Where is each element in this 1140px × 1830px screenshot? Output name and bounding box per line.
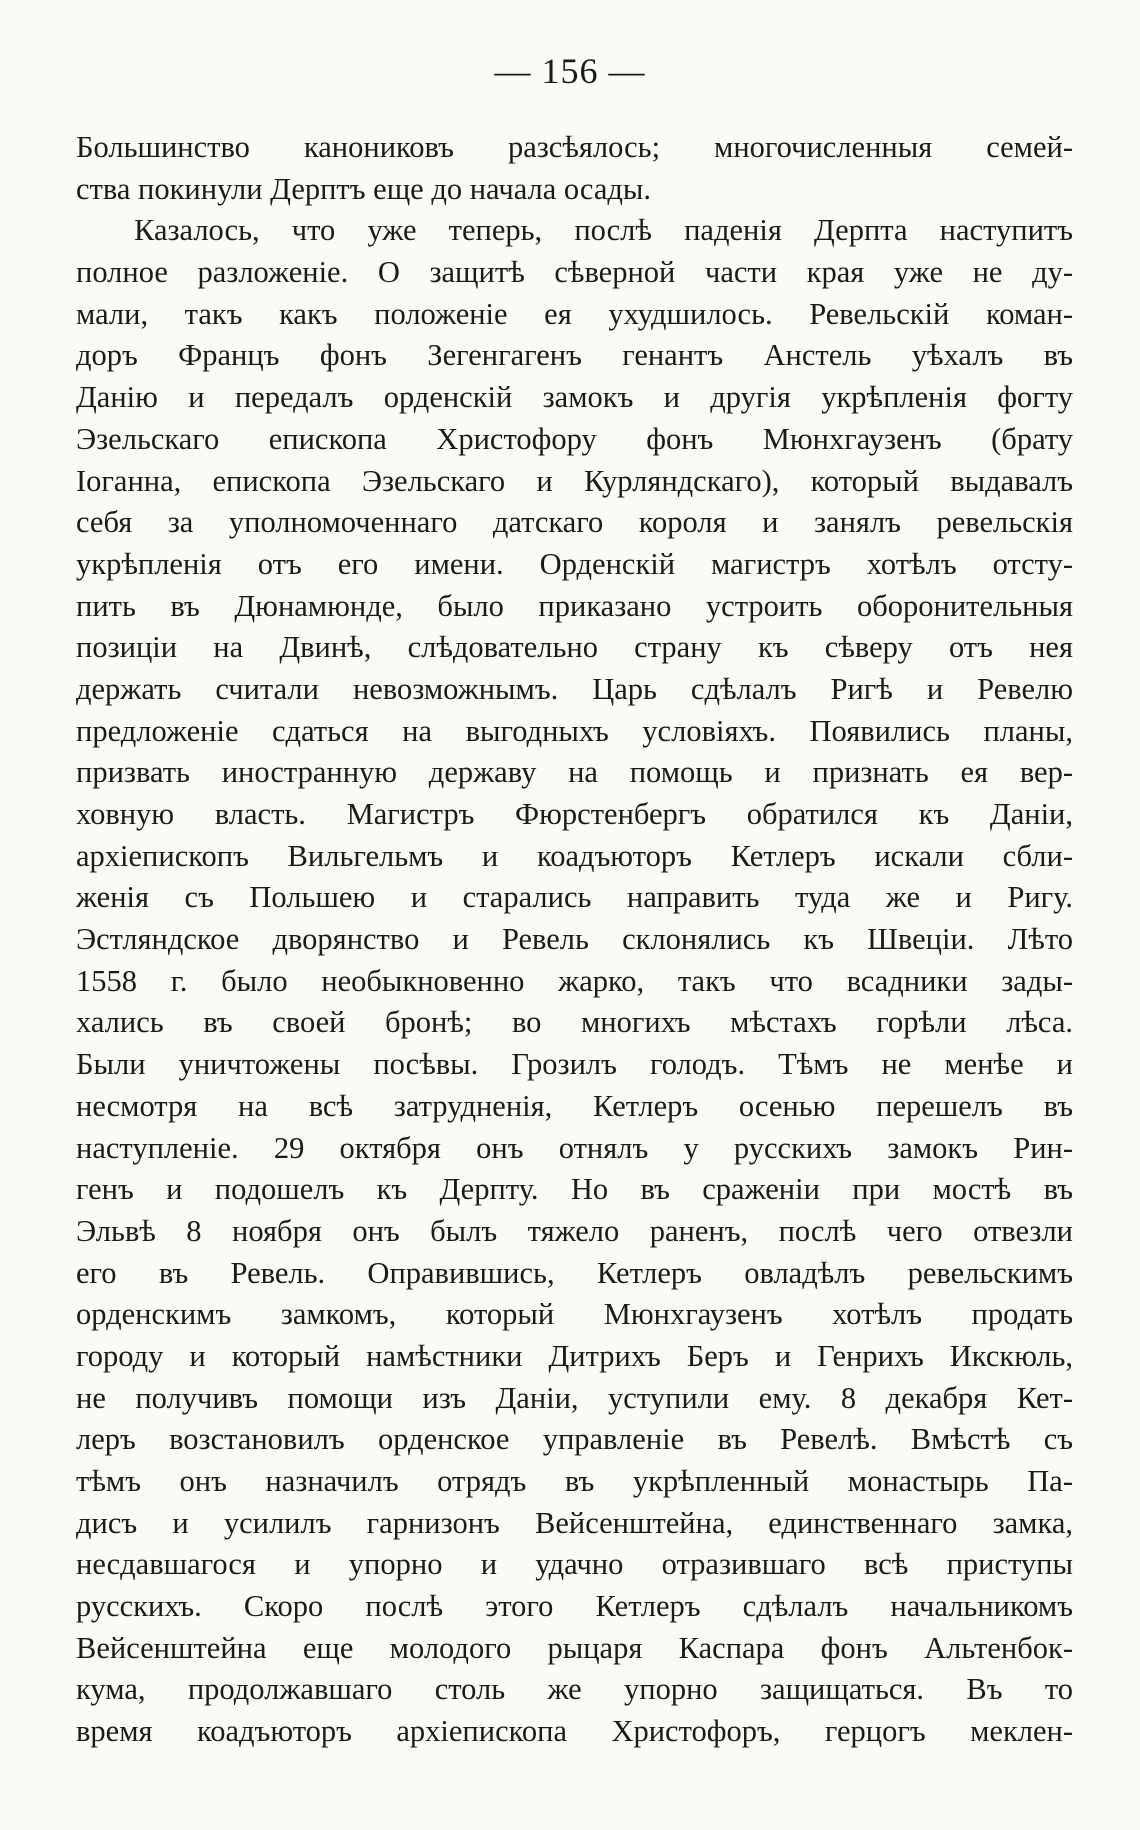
text-line: дисъ и усилилъ гарнизонъ Вейсенштейна, единственнаго замка,	[76, 1505, 1073, 1540]
text-line: себя за уполномоченнаго датскаго короля и занялъ ревельскія	[76, 505, 1073, 540]
text-line: Казалось, что уже теперь, послѣ паденія Дерпта наступитъ	[134, 213, 1073, 248]
text-line: несмотря на всѣ затрудненія, Кетлеръ осенью перешелъ въ	[76, 1088, 1073, 1123]
page-number: — 156 —	[494, 51, 646, 91]
text-line: городу и который намѣстники Дитрихъ Беръ и Генрихъ Икскюль,	[76, 1338, 1073, 1373]
text-line: наступленіе. 29 октября онъ отнялъ у русскихъ замокъ Рин-	[76, 1130, 1073, 1165]
text-line: несдавшагося и упорно и удачно отразившаго всѣ приступы	[76, 1547, 1073, 1582]
text-line: Эльвѣ 8 ноября онъ былъ тяжело раненъ, послѣ чего отвезли	[76, 1213, 1073, 1248]
text-line: Большинство канониковъ разсѣялось; многочисленныя семей-	[76, 130, 1073, 164]
text-line: ховную власть. Магистръ Фюрстенбергъ обратился къ Даніи,	[76, 797, 1073, 831]
text-line: позиціи на Двинѣ, слѣдовательно страну къ сѣверу отъ нея	[76, 630, 1073, 665]
text-line: его въ Ревель. Оправившись, Кетлеръ овладѣлъ ревельскимъ	[76, 1255, 1073, 1290]
text-line: русскихъ. Скоро послѣ этого Кетлеръ сдѣлалъ начальникомъ	[76, 1589, 1073, 1624]
text-line: орденскимъ замкомъ, который Мюнхгаузенъ хотѣлъ продать	[76, 1297, 1073, 1332]
text-line: тѣмъ онъ назначилъ отрядъ въ укрѣпленный монастырь Па-	[76, 1464, 1073, 1498]
text-line: Эзельскаго епископа Христофору фонъ Мюнхгаузенъ (брату	[76, 421, 1073, 456]
text-line: доръ Францъ фонъ Зегенгагенъ генантъ Анстель уѣхалъ въ	[76, 338, 1073, 373]
body-text	[76, 127, 1073, 1753]
text-line: не получивъ помощи изъ Даніи, уступили ему. 8 декабря Кет-	[76, 1380, 1073, 1415]
text-line: полное разложеніе. О защитѣ сѣверной части края уже не ду-	[76, 255, 1073, 290]
text-line: хались въ своей бронѣ; во многихъ мѣстахъ горѣли лѣса.	[76, 1005, 1073, 1040]
text-line: архіепископъ Вильгельмъ и коадъюторъ Кетлеръ искали сбли-	[76, 838, 1073, 873]
text-line: Іоганна, епископа Эзельскаго и Курляндскаго), который выдавалъ	[76, 463, 1073, 498]
text-line: Вейсенштейна еще молодого рыцаря Каспара фонъ Альтенбок-	[76, 1630, 1073, 1665]
text-line: мали, такъ какъ положеніе ея ухудшилось. Ревельскій коман-	[76, 296, 1073, 331]
text-line: 1558 г. было необыкновенно жарко, такъ что всадники зады-	[76, 963, 1073, 998]
text-line: кума, продолжавшаго столь же упорно защищаться. Въ то	[76, 1672, 1073, 1707]
text-line: пить въ Дюнамюнде, было приказано устроить оборонительныя	[76, 588, 1073, 623]
text-line: леръ возстановилъ орденское управленіе въ Ревелѣ. Вмѣстѣ съ	[76, 1422, 1073, 1457]
text-line: Были уничтожены посѣвы. Грозилъ голодъ. Тѣмъ не менѣе и	[76, 1047, 1073, 1082]
text-line: Данію и передалъ орденскій замокъ и другія укрѣпленія фогту	[76, 380, 1073, 415]
text-line: держать считали невозможнымъ. Царь сдѣлалъ Ригѣ и Ревелю	[76, 671, 1073, 706]
text-line: предложеніе сдаться на выгодныхъ условіяхъ. Появились планы,	[76, 713, 1073, 748]
text-line: женія съ Польшею и старались направить туда же и Ригу.	[76, 880, 1073, 915]
text-line: призвать иностранную державу на помощь и признать ея вер-	[76, 755, 1073, 790]
text-line: Эстляндское дворянство и Ревель склонялись къ Швеціи. Лѣто	[76, 922, 1073, 957]
text-line: ства покинули Дерптъ еще до начала осады.	[76, 171, 651, 206]
text-line: время коадъюторъ архіепископа Христофоръ, герцогъ меклен-	[76, 1714, 1073, 1749]
text-line: укрѣпленія отъ его имени. Орденскій магистръ хотѣлъ отсту-	[76, 546, 1073, 581]
text-line: генъ и подошелъ къ Дерпту. Но въ сраженіи при мостѣ въ	[76, 1172, 1073, 1207]
